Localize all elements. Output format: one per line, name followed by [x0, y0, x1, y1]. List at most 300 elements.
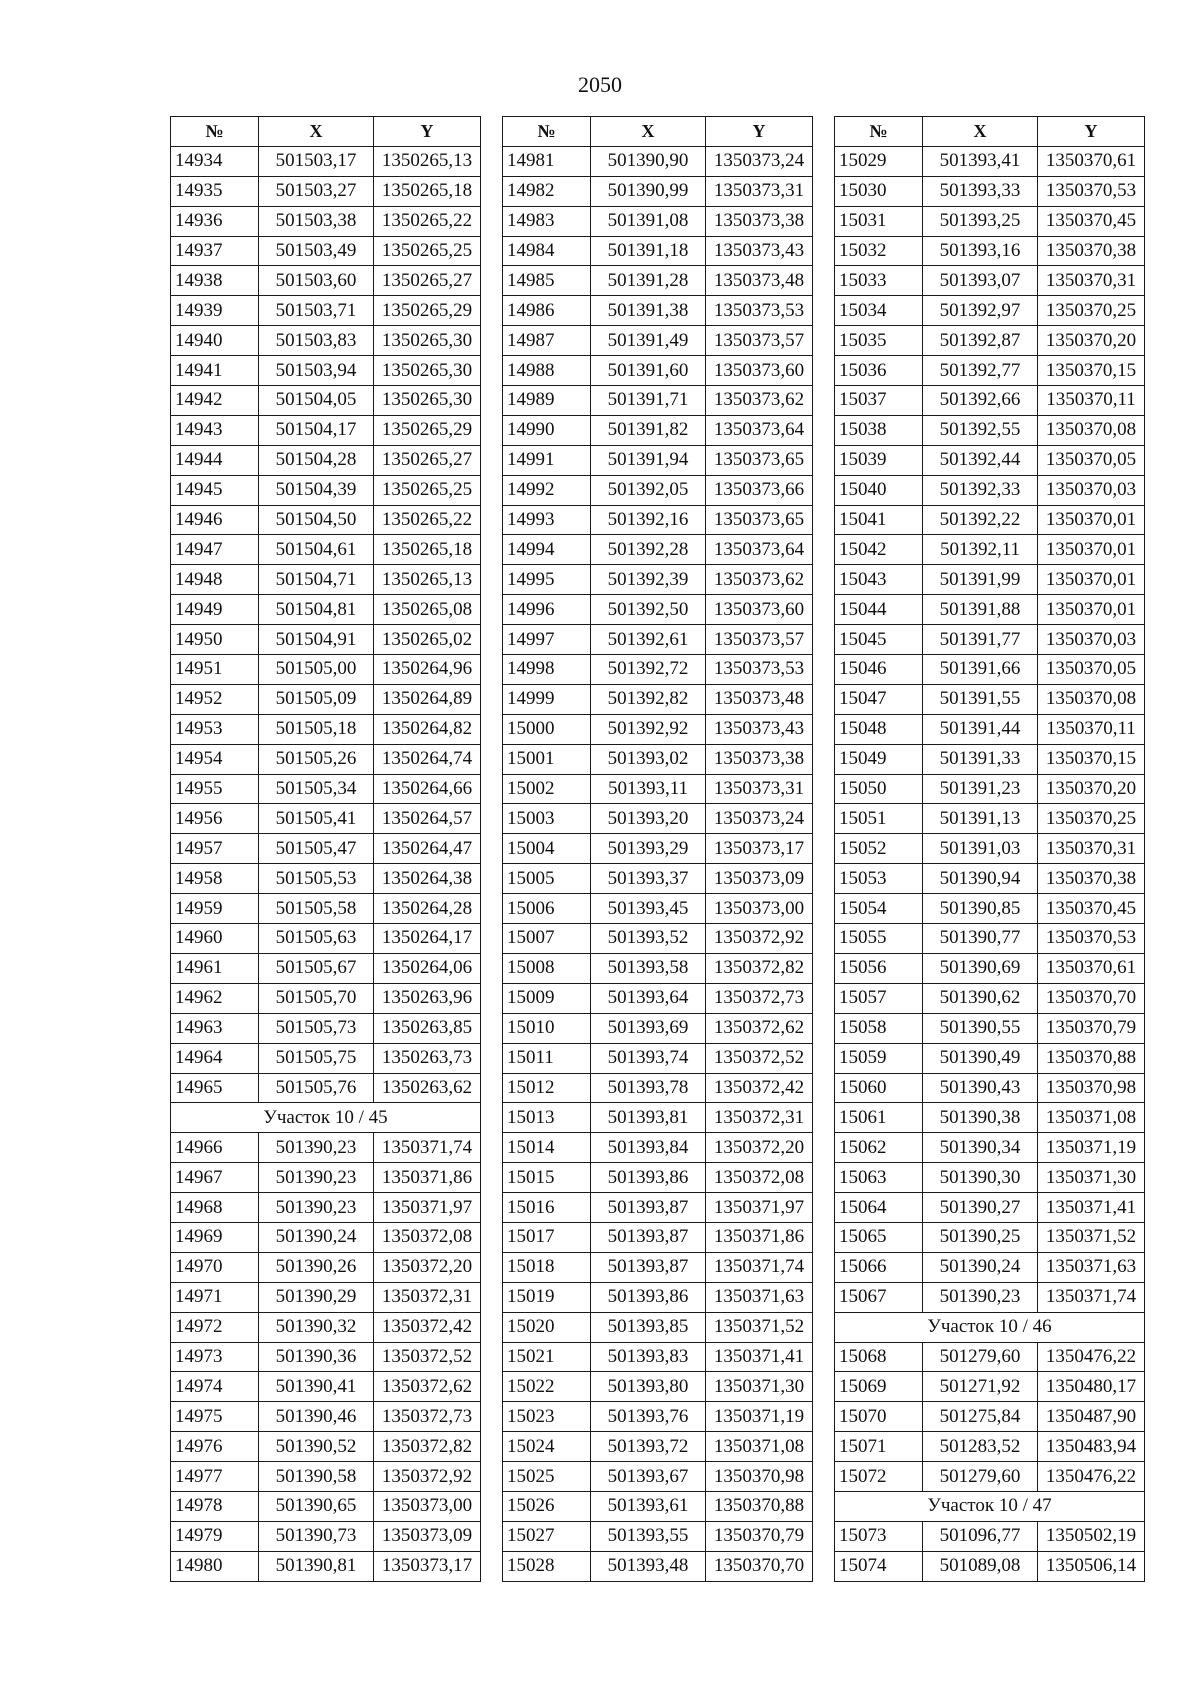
y-coordinate: 1350264,74: [374, 744, 481, 774]
y-coordinate: 1350373,60: [706, 595, 813, 625]
point-number: 15054: [835, 894, 923, 924]
point-number: 15035: [835, 326, 923, 356]
x-coordinate: 501503,17: [259, 146, 374, 176]
table-row: [835, 1282, 1145, 1312]
point-number: 14975: [171, 1402, 259, 1432]
table-row: [503, 176, 813, 206]
table-row: [171, 565, 481, 595]
y-coordinate: 1350370,03: [1038, 625, 1145, 655]
header-x: X: [591, 117, 706, 147]
point-number: 14968: [171, 1193, 259, 1223]
x-coordinate: 501392,28: [591, 535, 706, 565]
x-coordinate: 501504,50: [259, 505, 374, 535]
table-row: [835, 535, 1145, 565]
point-number: 15057: [835, 983, 923, 1013]
table-row: [503, 146, 813, 176]
point-number: 14947: [171, 535, 259, 565]
y-coordinate: 1350372,52: [706, 1043, 813, 1073]
y-coordinate: 1350373,48: [706, 266, 813, 296]
table-row: [171, 744, 481, 774]
x-coordinate: 501391,38: [591, 296, 706, 326]
y-coordinate: 1350372,31: [374, 1282, 481, 1312]
point-number: 15068: [835, 1342, 923, 1372]
y-coordinate: 1350370,61: [1038, 953, 1145, 983]
x-coordinate: 501391,88: [923, 595, 1038, 625]
x-coordinate: 501392,61: [591, 625, 706, 655]
point-number: 14957: [171, 834, 259, 864]
y-coordinate: 1350371,86: [706, 1222, 813, 1252]
x-coordinate: 501391,18: [591, 236, 706, 266]
table-row: [503, 445, 813, 475]
point-number: 14963: [171, 1013, 259, 1043]
x-coordinate: 501392,44: [923, 445, 1038, 475]
section-label: Участок 10 / 46: [835, 1312, 1145, 1342]
y-coordinate: 1350370,70: [706, 1551, 813, 1581]
table-row: [835, 924, 1145, 954]
y-coordinate: 1350480,17: [1038, 1372, 1145, 1402]
y-coordinate: 1350370,25: [1038, 804, 1145, 834]
table-row: [835, 1013, 1145, 1043]
x-coordinate: 501503,94: [259, 356, 374, 386]
x-coordinate: 501390,34: [923, 1133, 1038, 1163]
y-coordinate: 1350370,45: [1038, 894, 1145, 924]
table-row: [503, 655, 813, 685]
y-coordinate: 1350370,61: [1038, 146, 1145, 176]
point-number: 15052: [835, 834, 923, 864]
table-row: [503, 834, 813, 864]
y-coordinate: 1350373,24: [706, 146, 813, 176]
point-number: 14943: [171, 415, 259, 445]
point-number: 15011: [503, 1043, 591, 1073]
x-coordinate: 501393,58: [591, 953, 706, 983]
point-number: 14951: [171, 655, 259, 685]
x-coordinate: 501390,27: [923, 1193, 1038, 1223]
y-coordinate: 1350373,57: [706, 326, 813, 356]
table-row: [835, 1133, 1145, 1163]
table-row: [503, 1282, 813, 1312]
point-number: 14983: [503, 206, 591, 236]
y-coordinate: 1350373,57: [706, 625, 813, 655]
table-row: [835, 326, 1145, 356]
x-coordinate: 501503,71: [259, 296, 374, 326]
point-number: 15010: [503, 1013, 591, 1043]
y-coordinate: 1350372,20: [374, 1252, 481, 1282]
y-coordinate: 1350265,18: [374, 535, 481, 565]
point-number: 14958: [171, 864, 259, 894]
point-number: 15046: [835, 655, 923, 685]
table-row: [503, 1073, 813, 1103]
header-num: №: [503, 117, 591, 147]
table-row: [835, 386, 1145, 416]
point-number: 14960: [171, 924, 259, 954]
y-coordinate: 1350373,65: [706, 505, 813, 535]
y-coordinate: 1350373,53: [706, 655, 813, 685]
y-coordinate: 1350371,08: [706, 1432, 813, 1462]
table-row: [171, 505, 481, 535]
header-y: Y: [374, 117, 481, 147]
x-coordinate: 501393,87: [591, 1222, 706, 1252]
point-number: 14976: [171, 1432, 259, 1462]
x-coordinate: 501505,26: [259, 744, 374, 774]
x-coordinate: 501391,60: [591, 356, 706, 386]
point-number: 15061: [835, 1103, 923, 1133]
table-row: [503, 1342, 813, 1372]
point-number: 15051: [835, 804, 923, 834]
point-number: 15060: [835, 1073, 923, 1103]
table-row: [171, 714, 481, 744]
point-number: 15016: [503, 1193, 591, 1223]
point-number: 14940: [171, 326, 259, 356]
x-coordinate: 501393,80: [591, 1372, 706, 1402]
table-header-row: [171, 117, 481, 147]
x-coordinate: 501391,99: [923, 565, 1038, 595]
table-row: [171, 774, 481, 804]
point-number: 15033: [835, 266, 923, 296]
table-row: [171, 1043, 481, 1073]
y-coordinate: 1350372,62: [374, 1372, 481, 1402]
y-coordinate: 1350265,13: [374, 146, 481, 176]
y-coordinate: 1350371,63: [1038, 1252, 1145, 1282]
table-row: [835, 655, 1145, 685]
y-coordinate: 1350370,31: [1038, 266, 1145, 296]
point-number: 15039: [835, 445, 923, 475]
table-row: [835, 1372, 1145, 1402]
x-coordinate: 501390,52: [259, 1432, 374, 1462]
x-coordinate: 501504,71: [259, 565, 374, 595]
table-row: [171, 1312, 481, 1342]
x-coordinate: 501390,81: [259, 1551, 374, 1581]
table-row: [503, 864, 813, 894]
y-coordinate: 1350264,66: [374, 774, 481, 804]
point-number: 14946: [171, 505, 259, 535]
section-label: Участок 10 / 45: [171, 1103, 481, 1133]
y-coordinate: 1350265,02: [374, 625, 481, 655]
y-coordinate: 1350370,05: [1038, 655, 1145, 685]
point-number: 14986: [503, 296, 591, 326]
x-coordinate: 501390,24: [923, 1252, 1038, 1282]
x-coordinate: 501393,87: [591, 1193, 706, 1223]
point-number: 14964: [171, 1043, 259, 1073]
table-row: [503, 565, 813, 595]
y-coordinate: 1350372,52: [374, 1342, 481, 1372]
point-number: 15020: [503, 1312, 591, 1342]
x-coordinate: 501504,05: [259, 386, 374, 416]
table-row: [835, 595, 1145, 625]
point-number: 15018: [503, 1252, 591, 1282]
point-number: 15015: [503, 1163, 591, 1193]
table-row: [503, 296, 813, 326]
point-number: 15027: [503, 1521, 591, 1551]
y-coordinate: 1350483,94: [1038, 1432, 1145, 1462]
point-number: 15003: [503, 804, 591, 834]
point-number: 14935: [171, 176, 259, 206]
table-row: [503, 1163, 813, 1193]
x-coordinate: 501390,85: [923, 894, 1038, 924]
x-coordinate: 501393,72: [591, 1432, 706, 1462]
x-coordinate: 501505,47: [259, 834, 374, 864]
point-number: 15009: [503, 983, 591, 1013]
point-number: 15066: [835, 1252, 923, 1282]
point-number: 15053: [835, 864, 923, 894]
x-coordinate: 501505,73: [259, 1013, 374, 1043]
x-coordinate: 501505,75: [259, 1043, 374, 1073]
x-coordinate: 501505,18: [259, 714, 374, 744]
y-coordinate: 1350370,08: [1038, 684, 1145, 714]
y-coordinate: 1350265,18: [374, 176, 481, 206]
x-coordinate: 501391,77: [923, 625, 1038, 655]
table-row: [171, 266, 481, 296]
table-row: [171, 1073, 481, 1103]
y-coordinate: 1350371,97: [706, 1193, 813, 1223]
x-coordinate: 501275,84: [923, 1402, 1038, 1432]
y-coordinate: 1350263,96: [374, 983, 481, 1013]
point-number: 15025: [503, 1462, 591, 1492]
table-row: [171, 1521, 481, 1551]
coordinates-table-3: [834, 116, 1145, 1582]
point-number: 14965: [171, 1073, 259, 1103]
x-coordinate: 501392,39: [591, 565, 706, 595]
x-coordinate: 501393,20: [591, 804, 706, 834]
table-row: [835, 834, 1145, 864]
point-number: 14994: [503, 535, 591, 565]
table-row: [835, 804, 1145, 834]
x-coordinate: 501390,55: [923, 1013, 1038, 1043]
table-row: [835, 1073, 1145, 1103]
x-coordinate: 501392,05: [591, 475, 706, 505]
table-row: [171, 296, 481, 326]
y-coordinate: 1350263,73: [374, 1043, 481, 1073]
table-row: [503, 1013, 813, 1043]
section-row: [835, 1312, 1145, 1342]
point-number: 14955: [171, 774, 259, 804]
point-number: 15067: [835, 1282, 923, 1312]
table-row: [503, 475, 813, 505]
section-label: Участок 10 / 47: [835, 1491, 1145, 1521]
x-coordinate: 501391,08: [591, 206, 706, 236]
table-row: [171, 834, 481, 864]
x-coordinate: 501393,61: [591, 1491, 706, 1521]
table-header-row: [835, 117, 1145, 147]
point-number: 14973: [171, 1342, 259, 1372]
x-coordinate: 501390,73: [259, 1521, 374, 1551]
y-coordinate: 1350264,06: [374, 953, 481, 983]
table-row: [171, 1402, 481, 1432]
y-coordinate: 1350370,01: [1038, 535, 1145, 565]
y-coordinate: 1350371,08: [1038, 1103, 1145, 1133]
x-coordinate: 501392,92: [591, 714, 706, 744]
x-coordinate: 501392,11: [923, 535, 1038, 565]
y-coordinate: 1350370,01: [1038, 595, 1145, 625]
x-coordinate: 501503,49: [259, 236, 374, 266]
point-number: 14991: [503, 445, 591, 475]
table-row: [503, 983, 813, 1013]
point-number: 14967: [171, 1163, 259, 1193]
y-coordinate: 1350371,74: [374, 1133, 481, 1163]
table-row: [171, 1252, 481, 1282]
y-coordinate: 1350264,38: [374, 864, 481, 894]
y-coordinate: 1350371,41: [1038, 1193, 1145, 1223]
y-coordinate: 1350370,03: [1038, 475, 1145, 505]
x-coordinate: 501390,58: [259, 1462, 374, 1492]
x-coordinate: 501393,86: [591, 1163, 706, 1193]
table-row: [503, 1312, 813, 1342]
point-number: 14997: [503, 625, 591, 655]
point-number: 15063: [835, 1163, 923, 1193]
table-row: [171, 445, 481, 475]
y-coordinate: 1350263,62: [374, 1073, 481, 1103]
x-coordinate: 501393,55: [591, 1521, 706, 1551]
point-number: 14962: [171, 983, 259, 1013]
y-coordinate: 1350370,53: [1038, 176, 1145, 206]
point-number: 14972: [171, 1312, 259, 1342]
y-coordinate: 1350373,00: [706, 894, 813, 924]
point-number: 15030: [835, 176, 923, 206]
x-coordinate: 501390,99: [591, 176, 706, 206]
table-row: [503, 714, 813, 744]
point-number: 14990: [503, 415, 591, 445]
table-row: [835, 864, 1145, 894]
x-coordinate: 501505,09: [259, 684, 374, 714]
header-num: №: [835, 117, 923, 147]
table-row: [835, 744, 1145, 774]
point-number: 15037: [835, 386, 923, 416]
table-row: [503, 894, 813, 924]
x-coordinate: 501390,43: [923, 1073, 1038, 1103]
point-number: 15034: [835, 296, 923, 326]
table-row: [835, 1193, 1145, 1223]
point-number: 14992: [503, 475, 591, 505]
point-number: 15017: [503, 1222, 591, 1252]
point-number: 15056: [835, 953, 923, 983]
point-number: 15070: [835, 1402, 923, 1432]
x-coordinate: 501390,62: [923, 983, 1038, 1013]
table-row: [835, 505, 1145, 535]
y-coordinate: 1350373,43: [706, 236, 813, 266]
x-coordinate: 501279,60: [923, 1462, 1038, 1492]
y-coordinate: 1350373,43: [706, 714, 813, 744]
point-number: 15022: [503, 1372, 591, 1402]
point-number: 15064: [835, 1193, 923, 1223]
point-number: 15008: [503, 953, 591, 983]
point-number: 15062: [835, 1133, 923, 1163]
y-coordinate: 1350265,13: [374, 565, 481, 595]
point-number: 14956: [171, 804, 259, 834]
table-row: [503, 804, 813, 834]
point-number: 15055: [835, 924, 923, 954]
y-coordinate: 1350373,48: [706, 684, 813, 714]
x-coordinate: 501393,16: [923, 236, 1038, 266]
table-row: [503, 953, 813, 983]
point-number: 15036: [835, 356, 923, 386]
y-coordinate: 1350370,98: [706, 1462, 813, 1492]
table-row: [171, 386, 481, 416]
table-row: [503, 386, 813, 416]
y-coordinate: 1350372,73: [706, 983, 813, 1013]
y-coordinate: 1350265,30: [374, 356, 481, 386]
y-coordinate: 1350506,14: [1038, 1551, 1145, 1581]
x-coordinate: 501393,33: [923, 176, 1038, 206]
table-row: [171, 236, 481, 266]
x-coordinate: 501505,76: [259, 1073, 374, 1103]
x-coordinate: 501390,24: [259, 1222, 374, 1252]
x-coordinate: 501393,69: [591, 1013, 706, 1043]
x-coordinate: 501393,67: [591, 1462, 706, 1492]
table-row: [171, 535, 481, 565]
y-coordinate: 1350373,64: [706, 535, 813, 565]
x-coordinate: 501393,84: [591, 1133, 706, 1163]
y-coordinate: 1350373,09: [374, 1521, 481, 1551]
y-coordinate: 1350371,41: [706, 1342, 813, 1372]
x-coordinate: 501392,77: [923, 356, 1038, 386]
x-coordinate: 501390,25: [923, 1222, 1038, 1252]
x-coordinate: 501505,58: [259, 894, 374, 924]
point-number: 14977: [171, 1462, 259, 1492]
point-number: 14966: [171, 1133, 259, 1163]
x-coordinate: 501390,23: [259, 1133, 374, 1163]
table-row: [503, 1103, 813, 1133]
point-number: 14993: [503, 505, 591, 535]
point-number: 15065: [835, 1222, 923, 1252]
table-row: [503, 1402, 813, 1432]
table-row: [171, 1133, 481, 1163]
y-coordinate: 1350370,20: [1038, 774, 1145, 804]
point-number: 15050: [835, 774, 923, 804]
point-number: 15005: [503, 864, 591, 894]
y-coordinate: 1350373,31: [706, 774, 813, 804]
table-row: [835, 415, 1145, 445]
point-number: 15023: [503, 1402, 591, 1432]
x-coordinate: 501393,07: [923, 266, 1038, 296]
x-coordinate: 501393,78: [591, 1073, 706, 1103]
point-number: 14971: [171, 1282, 259, 1312]
point-number: 14959: [171, 894, 259, 924]
table-row: [503, 266, 813, 296]
x-coordinate: 501504,28: [259, 445, 374, 475]
table-row: [503, 1372, 813, 1402]
point-number: 15031: [835, 206, 923, 236]
y-coordinate: 1350373,09: [706, 864, 813, 894]
table-row: [835, 206, 1145, 236]
point-number: 15074: [835, 1551, 923, 1581]
table-row: [835, 1342, 1145, 1372]
point-number: 15072: [835, 1462, 923, 1492]
point-number: 15073: [835, 1521, 923, 1551]
x-coordinate: 501393,25: [923, 206, 1038, 236]
point-number: 15004: [503, 834, 591, 864]
y-coordinate: 1350371,30: [1038, 1163, 1145, 1193]
table-row: [503, 415, 813, 445]
point-number: 14984: [503, 236, 591, 266]
table-row: [835, 1462, 1145, 1492]
x-coordinate: 501391,28: [591, 266, 706, 296]
y-coordinate: 1350373,17: [374, 1551, 481, 1581]
x-coordinate: 501391,66: [923, 655, 1038, 685]
table-row: [503, 535, 813, 565]
x-coordinate: 501505,67: [259, 953, 374, 983]
table-row: [171, 475, 481, 505]
y-coordinate: 1350373,17: [706, 834, 813, 864]
y-coordinate: 1350264,57: [374, 804, 481, 834]
y-coordinate: 1350370,15: [1038, 356, 1145, 386]
point-number: 14988: [503, 356, 591, 386]
y-coordinate: 1350370,45: [1038, 206, 1145, 236]
x-coordinate: 501390,46: [259, 1402, 374, 1432]
table-row: [503, 1521, 813, 1551]
x-coordinate: 501393,41: [923, 146, 1038, 176]
y-coordinate: 1350370,11: [1038, 386, 1145, 416]
y-coordinate: 1350264,17: [374, 924, 481, 954]
point-number: 14952: [171, 684, 259, 714]
